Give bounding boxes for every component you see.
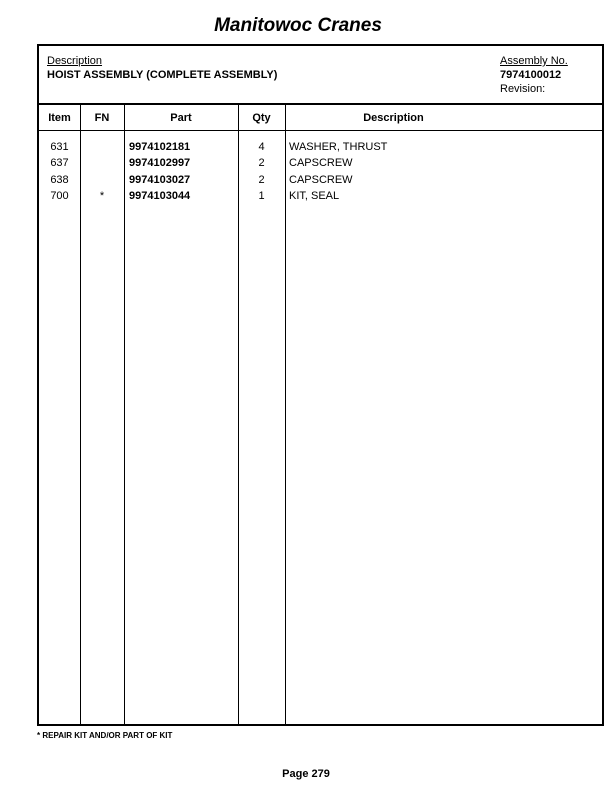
table-row [39,141,602,157]
part-number: 9974103027 [129,173,191,186]
item-number: 700 [50,189,69,202]
part-description: CAPSCREW [289,173,353,186]
column-header-item: Item [48,112,71,124]
footnote: * REPAIR KIT AND/OR PART OF KIT [37,731,173,740]
column-header-part: Part [170,112,192,124]
parts-list-table [37,44,604,726]
column-header-description: Description [363,112,424,124]
description-label: Description [47,55,103,67]
page-number: Page 279 [282,768,330,780]
assembly-number: 7974100012 [500,69,562,81]
quantity: 1 [258,189,265,202]
part-number: 9974102181 [129,141,191,153]
item-number: 638 [50,173,69,186]
item-number: 637 [50,157,69,170]
item-number: 631 [50,141,69,153]
table-row [39,174,602,190]
table-row [39,157,602,173]
assembly-description: HOIST ASSEMBLY (COMPLETE ASSEMBLY) [47,69,278,81]
table-row [39,190,602,206]
part-number: 9974103044 [129,189,191,202]
quantity: 2 [258,173,265,186]
part-description: WASHER, THRUST [289,141,388,153]
revision-label: Revision: [500,83,546,95]
quantity: 2 [258,157,265,170]
column-header-qty: Qty [252,112,271,124]
parts-rows [39,141,602,206]
page-title: Manitowoc Cranes [214,15,382,36]
assembly-number-label: Assembly No. [500,55,568,67]
part-description: CAPSCREW [289,157,353,170]
part-description: KIT, SEAL [289,189,340,202]
part-number: 9974102997 [129,157,191,170]
fn-marker: * [99,189,105,202]
column-header-fn: FN [94,112,110,124]
quantity: 4 [258,141,265,153]
